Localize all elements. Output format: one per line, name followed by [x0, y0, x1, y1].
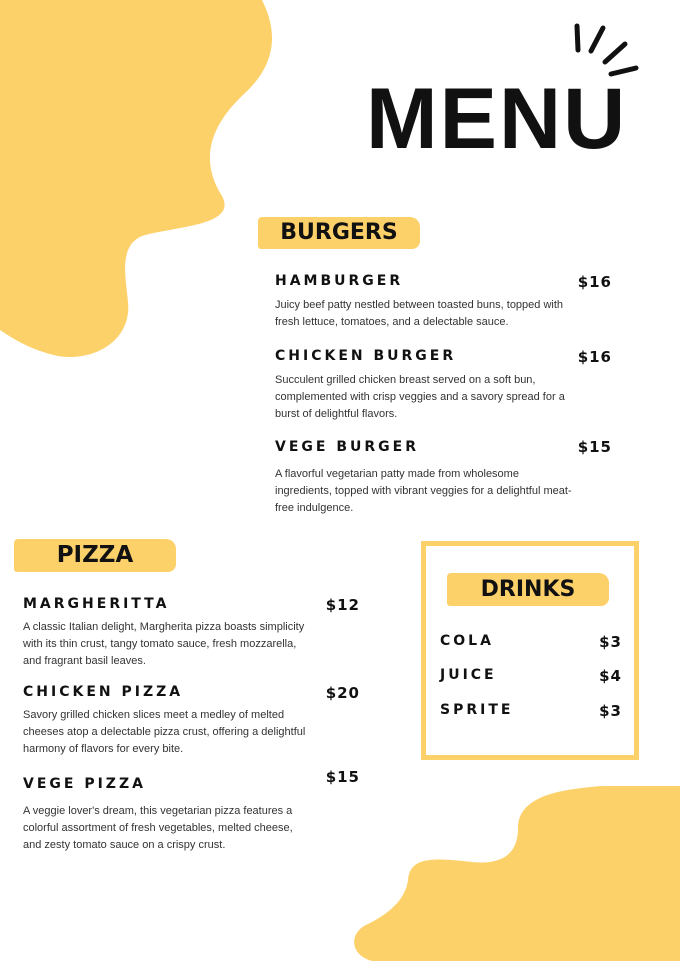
page-title: MENU: [366, 71, 628, 167]
section-heading-burgers: BURGERS: [258, 217, 420, 249]
menu-item-name: HAMBURGER: [275, 273, 404, 289]
menu-item-description: Succulent grilled chicken breast served on a soft bun, complemented with crisp veggies and a savory spread for a burst of delightful flavors.: [275, 374, 565, 420]
menu-item-name: VEGE PIZZA: [23, 776, 146, 792]
yellow-blob-top-left: [0, 0, 280, 365]
menu-item-price: $20: [325, 684, 360, 702]
menu-item-price: $12: [325, 596, 360, 614]
menu-item-name: MARGHERITTA: [23, 596, 170, 612]
drink-item-name: SPRITE: [440, 702, 514, 718]
menu-item-name: VEGE BURGER: [275, 439, 419, 455]
drink-item-name: COLA: [440, 633, 494, 649]
menu-item-price: $16: [577, 348, 612, 366]
menu-item-description: Juicy beef patty nestled between toasted buns, topped with fresh lettuce, tomatoes, and a delectable sauce.: [275, 299, 564, 328]
menu-item-description: A flavorful vegetarian patty made from wholesome ingredients, topped with vibrant veggies for a delightful meat-free indulgence.: [275, 468, 572, 514]
menu-item-description: A classic Italian delight, Margherita pizza boasts simplicity with its thin crust, tangy tomato sauce, fresh mozzarella, and fragrant basil leaves.: [23, 621, 305, 667]
menu-item-price: $15: [577, 438, 612, 456]
menu-item-description: Savory grilled chicken slices meet a medley of melted cheeses atop a delectable pizza crust, offering a delightful harmony of flavors for every bite.: [23, 709, 306, 755]
yellow-blob-bottom-right: [350, 786, 680, 961]
drink-item-price: $4: [599, 667, 622, 685]
menu-item-price: $15: [325, 768, 360, 786]
section-heading-drinks: DRINKS: [447, 573, 609, 606]
menu-item-name: CHICKEN PIZZA: [23, 684, 184, 700]
menu-item-name: CHICKEN BURGER: [275, 348, 457, 364]
menu-item-price: $16: [577, 273, 612, 291]
drink-item-price: $3: [599, 633, 622, 651]
menu-item-description: A veggie lover's dream, this vegetarian pizza features a colorful assortment of fresh vegetables, melted cheese, and zesty tomato sauce on a crispy crust.: [23, 805, 293, 851]
section-heading-pizza: PIZZA: [14, 539, 176, 572]
drink-item-name: JUICE: [440, 667, 497, 683]
drink-item-price: $3: [599, 702, 622, 720]
